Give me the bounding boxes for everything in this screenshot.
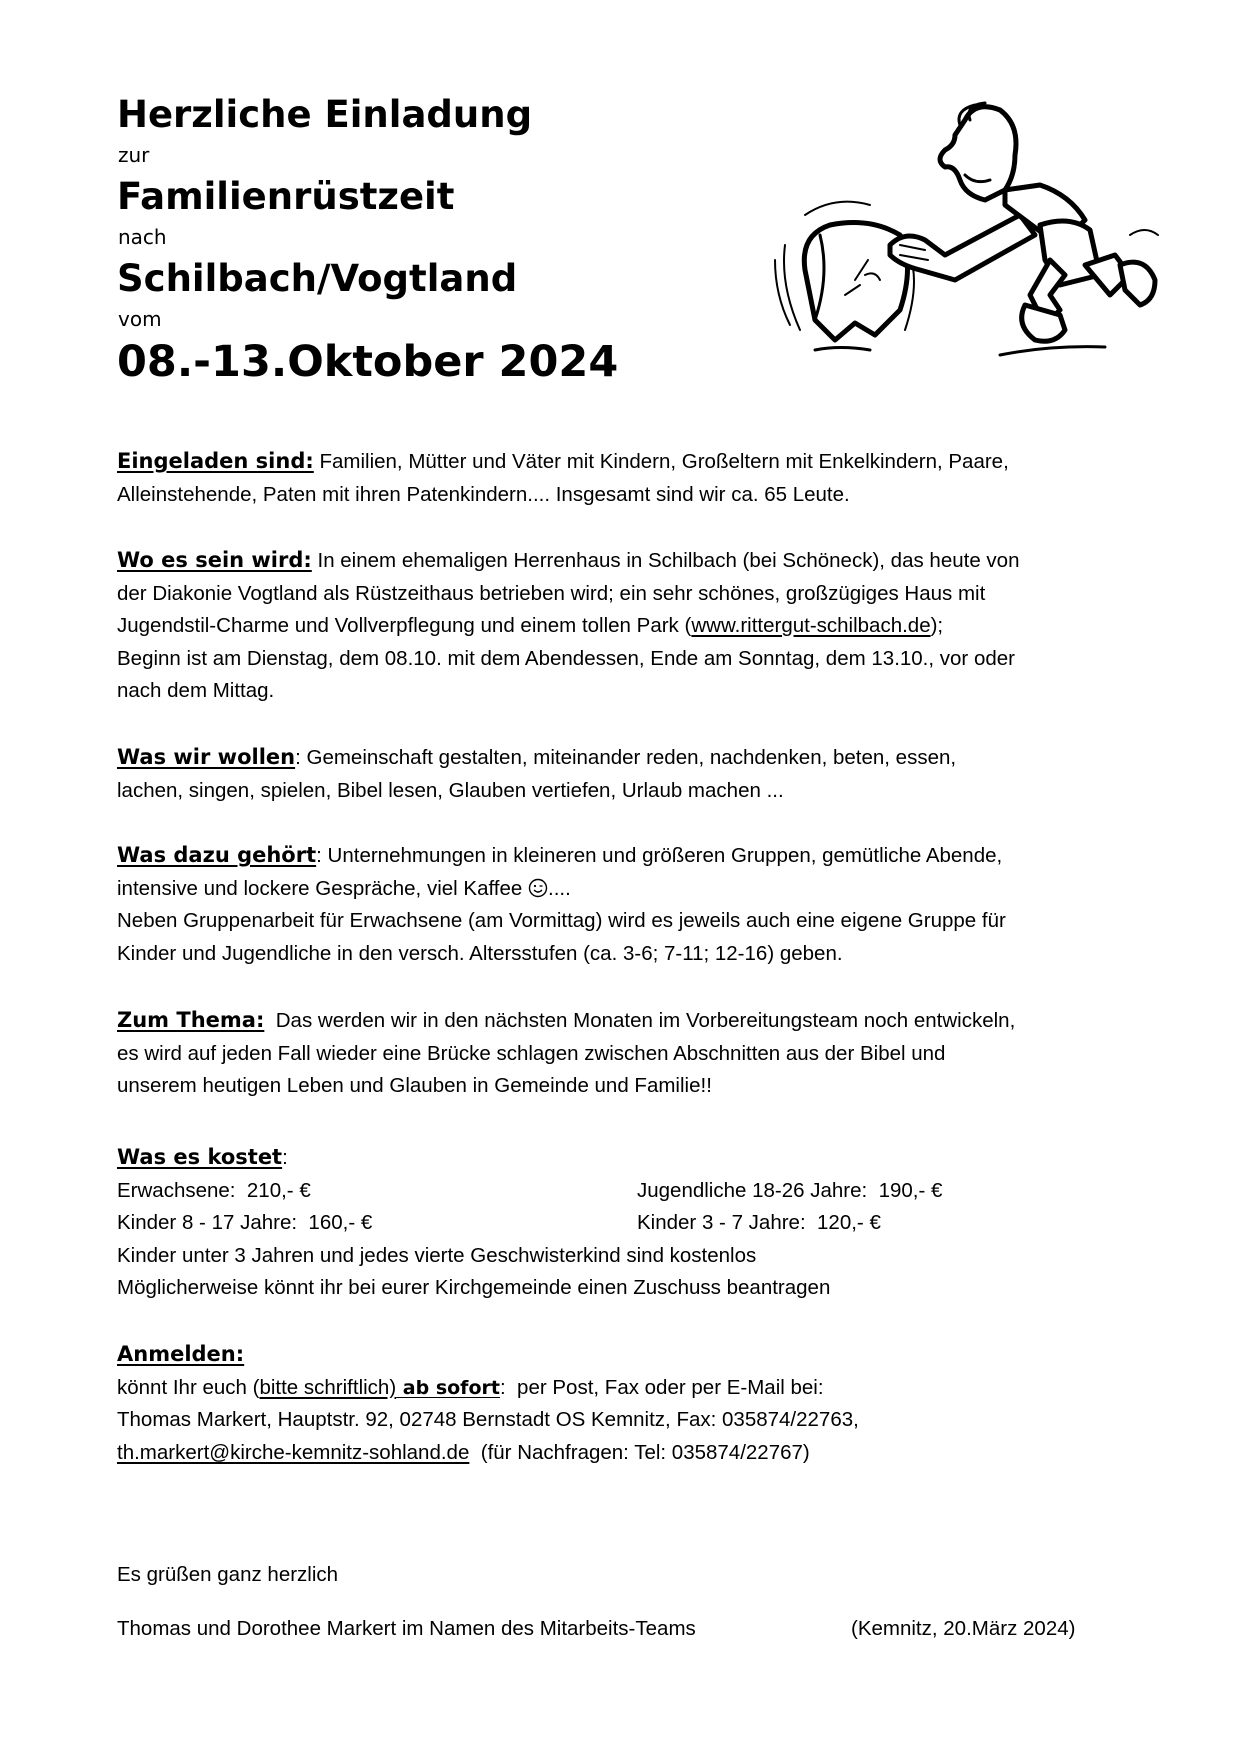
title-line-date: 08.-13.Oktober 2024 [117,337,619,387]
price-kinder-3-7: Kinder 3 - 7 Jahre: 120,- € [637,1211,881,1234]
wollen-colon: : [295,746,301,769]
title-connector-vom: vom [118,307,162,331]
thema-line-3: unserem heutigen Leben und Glauben in Gemeinde und Familie!! [117,1074,712,1097]
wollen-line-1: Gemeinschaft gestalten, miteinander reden, nachdenken, beten, essen, [300,746,957,769]
wollen-label: Was wir wollen [117,745,296,769]
eingeladen-line-1: Familien, Mütter und Väter mit Kindern, Großeltern mit Enkelkindern, Paare, [313,450,1009,473]
wo-line-2: der Diakonie Vogtland als Rüstzeithaus betrieben wird; ein sehr schönes, großzügiges Haus mit [117,581,986,605]
email-link[interactable]: th.markert@kirche-kemnitz-sohland.de [117,1440,470,1464]
wo-line-3-post: ); [930,614,944,637]
closing-signature: Thomas und Dorothee Markert im Namen des Mitarbeits-Teams [117,1617,696,1640]
wo-line-4: Beginn ist am Dienstag, dem 08.10. mit dem Abendessen, Ende am Sonntag, dem 13.10., vor oder [117,646,1015,670]
wo-line-1: In einem ehemaligen Herrenhaus in Schilbach (bei Schöneck), das heute von [311,549,1020,572]
title-line-1: Herzliche Einladung [117,93,533,136]
section-eingeladen [117,445,1009,511]
wo-line-5: nach dem Mittag. [117,679,275,702]
eingeladen-label: Eingeladen sind: [117,449,314,473]
anmelden-phone: (für Nachfragen: Tel: 035874/22767) [469,1440,810,1464]
thema-line-2: es wird auf jeden Fall wieder eine Brücke schlagen zwischen Abschnitten aus der Bibel und [117,1041,946,1065]
winking-face-icon [528,878,548,898]
section-wollen [117,741,956,807]
thema-label: Zum Thema: [117,1008,265,1032]
anmelden-address: Thomas Markert, Hauptstr. 92, 02748 Bernstadt OS Kemnitz, Fax: 035874/22763, [117,1408,859,1431]
dazu-line-2-post: .... [548,876,571,900]
price-erwachsene: Erwachsene: 210,- € [117,1178,311,1202]
title-connector-zur: zur [118,143,150,167]
cartoon-man-rolling-barrel-icon [760,95,1160,380]
title-connector-nach: nach [118,225,167,249]
wollen-line-2: lachen, singen, spielen, Bibel lesen, Glauben vertiefen, Urlaub machen ... [117,778,784,802]
section-wo [117,544,1019,708]
anmelden-schriftlich: bitte schriftlich) [259,1375,397,1399]
wo-label: Wo es sein wird: [117,548,312,572]
title-line-familienruestzeit: Familienrüstzeit [117,175,455,218]
section-dazu [117,839,1006,970]
price-row [117,1175,1117,1208]
section-thema [117,1004,1015,1103]
section-anmelden [117,1338,859,1469]
thema-line-1: Das werden wir in den nächsten Monaten im Vorbereitungsteam noch entwickeln, [264,1009,1016,1032]
kosten-colon: : [282,1146,288,1169]
dazu-line-1: Unternehmungen in kleineren und größeren Gruppen, gemütliche Abende, [321,844,1003,867]
title-line-location: Schilbach/Vogtland [117,257,518,300]
price-kinder-8-17: Kinder 8 - 17 Jahre: 160,- € [117,1211,373,1234]
dazu-line-2-pre: intensive und lockere Gespräche, viel Kaffee [117,876,529,900]
closing-place-date: (Kemnitz, 20.März 2024) [851,1617,1076,1640]
kosten-note-2: Möglicherweise könnt ihr bei eurer Kirchgemeinde einen Zuschuss beantragen [117,1276,831,1299]
anmelden-line-1-pre: könnt Ihr euch ( [117,1375,260,1399]
price-jugendliche: Jugendliche 18-26 Jahre: 190,- € [637,1178,943,1202]
closing-greeting: Es grüßen ganz herzlich [117,1563,339,1586]
anmelden-label: Anmelden: [117,1342,245,1366]
dazu-colon: : [316,844,322,867]
rittergut-link[interactable]: www.rittergut-schilbach.de [691,614,931,637]
dazu-line-4: Kinder und Jugendliche in den versch. Altersstufen (ca. 3-6; 7-11; 12-16) geben. [117,941,843,965]
wo-line-3-pre: Jugendstil-Charme und Vollverpflegung und einem tollen Park ( [117,614,692,637]
anmelden-line-1-post: : per Post, Fax oder per E-Mail bei: [499,1375,824,1399]
kosten-label: Was es kostet [117,1145,283,1169]
eingeladen-line-2: Alleinstehende, Paten mit ihren Patenkindern.... Insgesamt sind wir ca. 65 Leute. [117,482,850,506]
section-kosten [117,1141,1117,1305]
dazu-label: Was dazu gehört [117,843,317,867]
anmelden-ab-sofort: ab sofort [396,1376,500,1399]
dazu-line-3: Neben Gruppenarbeit für Erwachsene (am Vormittag) wird es jeweils auch eine eigene Gruppe für [117,909,1006,932]
price-row [117,1207,1117,1240]
kosten-note-1: Kinder unter 3 Jahren und jedes vierte Geschwisterkind sind kostenlos [117,1243,757,1267]
